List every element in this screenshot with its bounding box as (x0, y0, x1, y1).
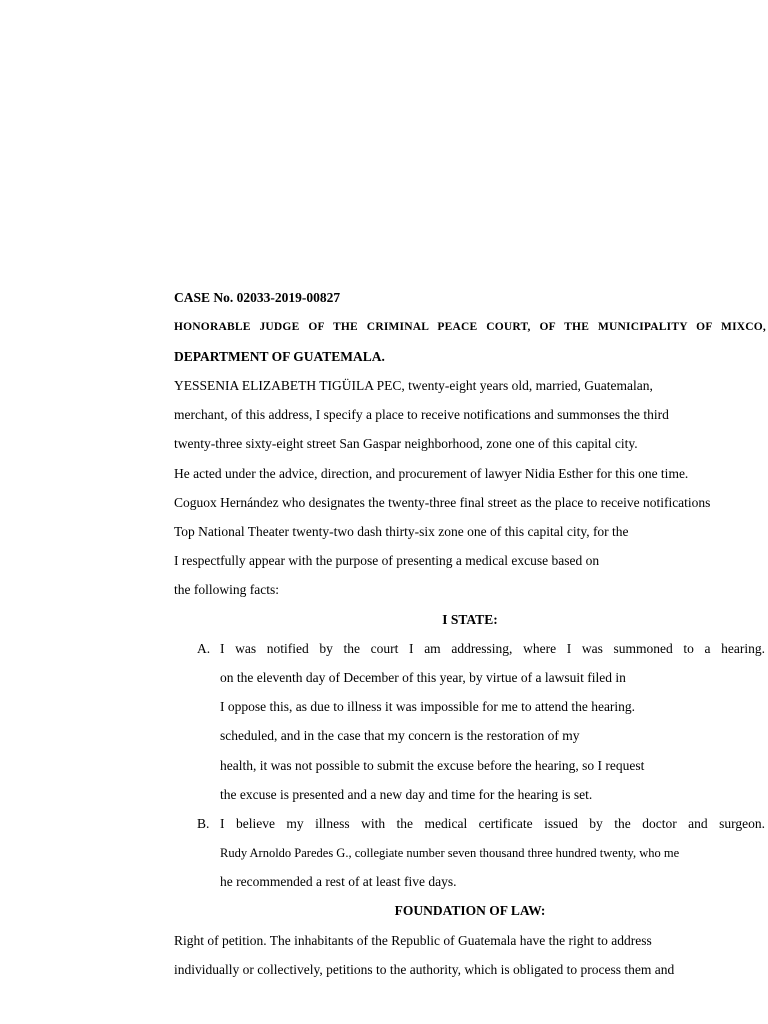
item-line: scheduled, and in the case that my concern is the restoration of my (220, 728, 580, 743)
intro-line: I respectfully appear with the purpose of presenting a medical excuse based on (174, 553, 600, 568)
item-line: health, it was not possible to submit the excuse before the hearing, so I request (220, 758, 645, 773)
state-heading: I STATE: (442, 612, 498, 627)
item-b-first-line: I believe my illness with the medical certificate issued by the doctor and surgeon. (220, 816, 765, 831)
item-line: I oppose this, as due to illness it was impossible for me to attend the hearing. (220, 699, 636, 714)
intro-line: Top National Theater twenty-two dash thirty-six zone one of this capital city, for the (174, 524, 629, 539)
law-line: individually or collectively, petitions to the authority, which is obligated to process them and (174, 962, 675, 977)
addressee-line-1: HONORABLE JUDGE OF THE CRIMINAL PEACE COURT, OF THE MUNICIPALITY OF MIXCO, (174, 321, 766, 333)
item-line: the excuse is presented and a new day and time for the hearing is set. (220, 787, 593, 802)
law-line: Right of petition. The inhabitants of the Republic of Guatemala have the right to address (174, 933, 652, 948)
item-line: on the eleventh day of December of this year, by virtue of a lawsuit filed in (220, 670, 626, 685)
addressee-line-2: DEPARTMENT OF GUATEMALA. (174, 349, 385, 364)
law-heading: FOUNDATION OF LAW: (394, 903, 546, 918)
item-line: Rudy Arnoldo Paredes G., collegiate number seven thousand three hundred twenty, who me (220, 846, 680, 860)
intro-line: YESSENIA ELIZABETH TIGÜILA PEC, twenty-eight years old, married, Guatemalan, (174, 378, 653, 393)
intro-line: Coguox Hernández who designates the twenty-three final street as the place to receive notifications (174, 495, 711, 510)
intro-line: the following facts: (174, 582, 279, 597)
item-line: he recommended a rest of at least five days. (220, 874, 457, 889)
list-marker: B. (197, 816, 210, 831)
intro-line: merchant, of this address, I specify a place to receive notifications and summonses the third (174, 407, 669, 422)
intro-line: twenty-three sixty-eight street San Gaspar neighborhood, zone one of this capital city. (174, 436, 638, 451)
list-marker: A. (197, 641, 211, 656)
intro-line: He acted under the advice, direction, and procurement of lawyer Nidia Esther for this one time. (174, 466, 689, 481)
case-number: CASE No. 02033-2019-00827 (174, 290, 341, 305)
item-a-first-line: I was notified by the court I am addressing, where I was summoned to a hearing. (220, 641, 765, 656)
